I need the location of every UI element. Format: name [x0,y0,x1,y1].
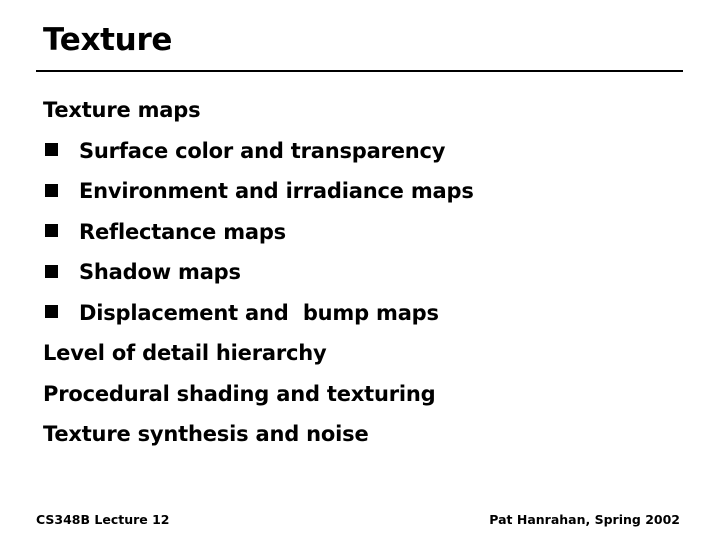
title-divider [36,70,683,72]
list-item-procedural-shading [43,374,683,415]
sub-item-surface-color [43,131,683,172]
slide-title: Texture [43,22,173,58]
sub-item-reflectance-maps [43,212,683,253]
sub-item-label: Reflectance maps [79,219,286,244]
list-item-texture-maps [43,90,683,131]
sub-item-environment-maps [43,171,683,212]
footer-course-label: CS348B Lecture 12 [36,512,170,527]
square-bullet-icon [45,305,58,318]
list-item-label: Level of detail hierarchy [43,341,327,365]
list-item-label: Procedural shading and texturing [43,381,436,406]
square-bullet-icon [45,184,58,197]
sub-item-label: Environment and irradiance maps [79,179,474,203]
list-item-level-of-detail [43,333,683,374]
list-item-texture-synthesis [43,414,683,455]
list-item-label: Texture synthesis and noise [43,422,369,446]
sub-item-label: Displacement and bump maps [79,300,439,325]
square-bullet-icon [45,143,58,156]
footer-author-label: Pat Hanrahan, Spring 2002 [489,512,680,527]
sub-item-shadow-maps [43,252,683,293]
sub-item-displacement-maps [43,293,683,334]
square-bullet-icon [45,265,58,278]
sub-item-label: Surface color and transparency [79,138,446,163]
square-bullet-icon [45,224,58,237]
slide-content [43,90,683,455]
list-item-label: Texture maps [43,98,201,122]
sub-item-label: Shadow maps [79,260,241,284]
